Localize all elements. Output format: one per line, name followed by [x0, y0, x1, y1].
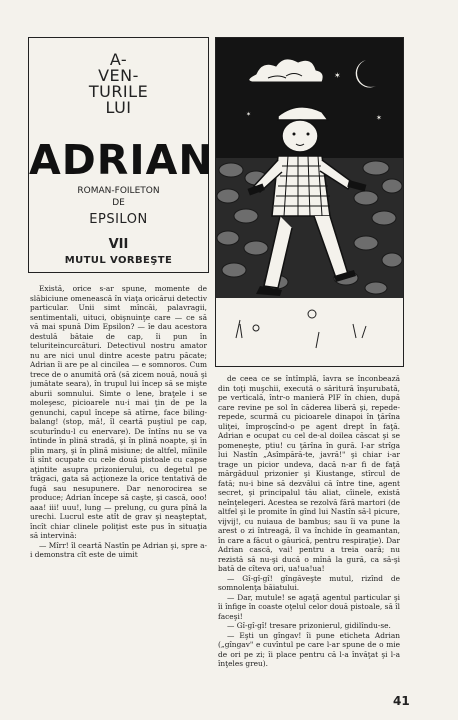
series-title — [29, 52, 208, 116]
illustration-drawing — [216, 38, 403, 366]
genre-subtitle — [29, 185, 208, 209]
series-title-line: VEN- — [98, 66, 139, 85]
paragraph: Există, orice s-ar spune, momente de slăbiciune omenească în viaţa oricărui detectiv particular. Unii simt mîncăi, palavragii, sentimentali, uituci, obişnuinţe care — ce să vă mai spună Dim Epsilon? — îe dau acestora destulă bătaie de cap, îi pun în teluriteincurcături. Detectivul nostru amator nu are nici unul dintre aceste patru păcate; Adrian îi are pe al cincilea — e somnoros. Cum trece de o anumită oră (să zicem nouă, nouă şi jumătate seara), în trupul lui încep să se mişte aburii somnului. Simte o lene, braţele i se moleşesc, picioarele nu-i mai ţin de pe la genunchi, capul începe să atîrne, face biling-balang! (stop, mă!, îl ceartă puştiul pe cap, scuturîndu-l cu enervare). De întîns nu se va întinde în plină stradă, şi în plină noapte, şi în plin marş, şi în plină misiune; de altfel, mîinile îi sînt ocupate cu cele două pistoale cu capse aţintite asupra prizonierului, cu degetul pe trăgaci, gata să acţioneze la orice tentativă de fugă sau nesupunere. Dar nenorocirea se produce; Adrian începe să caşte, şi cască, ooo! aaa! iii! uuu!, lung — prelung, cu gura pînă la urechi. Lucrul este atît de grav şi neaşteptat, încît chiar clinele poliţist este pus în situaţia să intervină: — [30, 284, 207, 540]
hero-name: ADRIAN — [29, 136, 214, 184]
chapter-number: VII — [108, 237, 129, 252]
paragraph: — Mîrr! îl ceartă Nastîn pe Adrian şi, spre a-i demonstra cît este de uimit — [30, 540, 207, 559]
subtitle-line: ROMAN-FOILETON — [77, 186, 160, 196]
paragraph: — Eşti un gîngav! îi pune eticheta Adrian („gîngav" e cuvîntul pe care l-ar spune de o mie de ori pe zi; îi place pentru că l-a învăţat şi l-a înţeles greu). — [218, 630, 400, 668]
paragraph: — Dar, mutule! se agaţă agentul particular şi îi înfige în coaste oţelul celor două pistoale, să îl faceşi! — [218, 592, 400, 621]
paragraph: de ceea ce se întîmplă, îavra se înconbează din toţi muşchii, execută o săritură înşurubată, pe verticală, într-o manieră PIF în chien, după care revine pe sol în căderea liberă şi, repede-repede, scurmă cu picioarele dinapoi în ţărîna uliţei, împroşcînd-o pe agent drept în faţă. Adrian e ocupat cu cel de-al doilea căscat şi se pomeneşte, ptiu! cu ţărîna în gură. I-ar strîga lui Nastîn „Asîmpără-te, javră!" şi chiar i-ar trage un picior undeva, dacă n-ar fi de faţă mărgăduul prizonier şi Kiustange, stîrcul de fată; nu-i bine să dezvălui că între tine, agent secret, şi principalul tău aliat, cîinele, există neînţelegeri. Acestea se rezolvă fără martori (de altfel şi le promite în gînd lui Nastîn să-l picure, vijvij!, cu nuiaua de bambus; sau îi va pune la arest o zi întreagă, îl va închide în geamantan, în care a făcut o găurică, pentru respiraţie). Dar Adrian cască, vai! pentru a treia oară; nu rezistă să nu-şi ducă o mînă la gură, ca să-şi bată de cîteva ori, ua!ua!ua! — [218, 374, 400, 573]
series-title-line: TURILE — [88, 82, 149, 101]
page-number: 41 — [393, 694, 410, 708]
author-name: EPSILON — [89, 212, 148, 227]
series-title-line: A- — [109, 50, 128, 69]
subtitle-line: DE — [112, 198, 125, 208]
svg-text:✶: ✶ — [246, 111, 252, 118]
svg-text:✶: ✶ — [334, 71, 341, 80]
title-box — [28, 37, 214, 273]
boy-walking-illustration — [215, 37, 404, 367]
paragraph: — Gî-gî-gî! gîngăveşte mutul, rizînd de somnolenţa băiatului. — [218, 573, 400, 592]
article-column-left — [30, 284, 207, 672]
article-column-right — [218, 374, 400, 672]
series-title-line: LUI — [105, 98, 132, 117]
svg-text:✶: ✶ — [376, 114, 382, 122]
paragraph: — Gî-gî-gî! tresare prizonierul, gidilîndu-se. — [227, 621, 391, 630]
chapter-title: MUTUL VORBEŞTE — [64, 255, 173, 266]
